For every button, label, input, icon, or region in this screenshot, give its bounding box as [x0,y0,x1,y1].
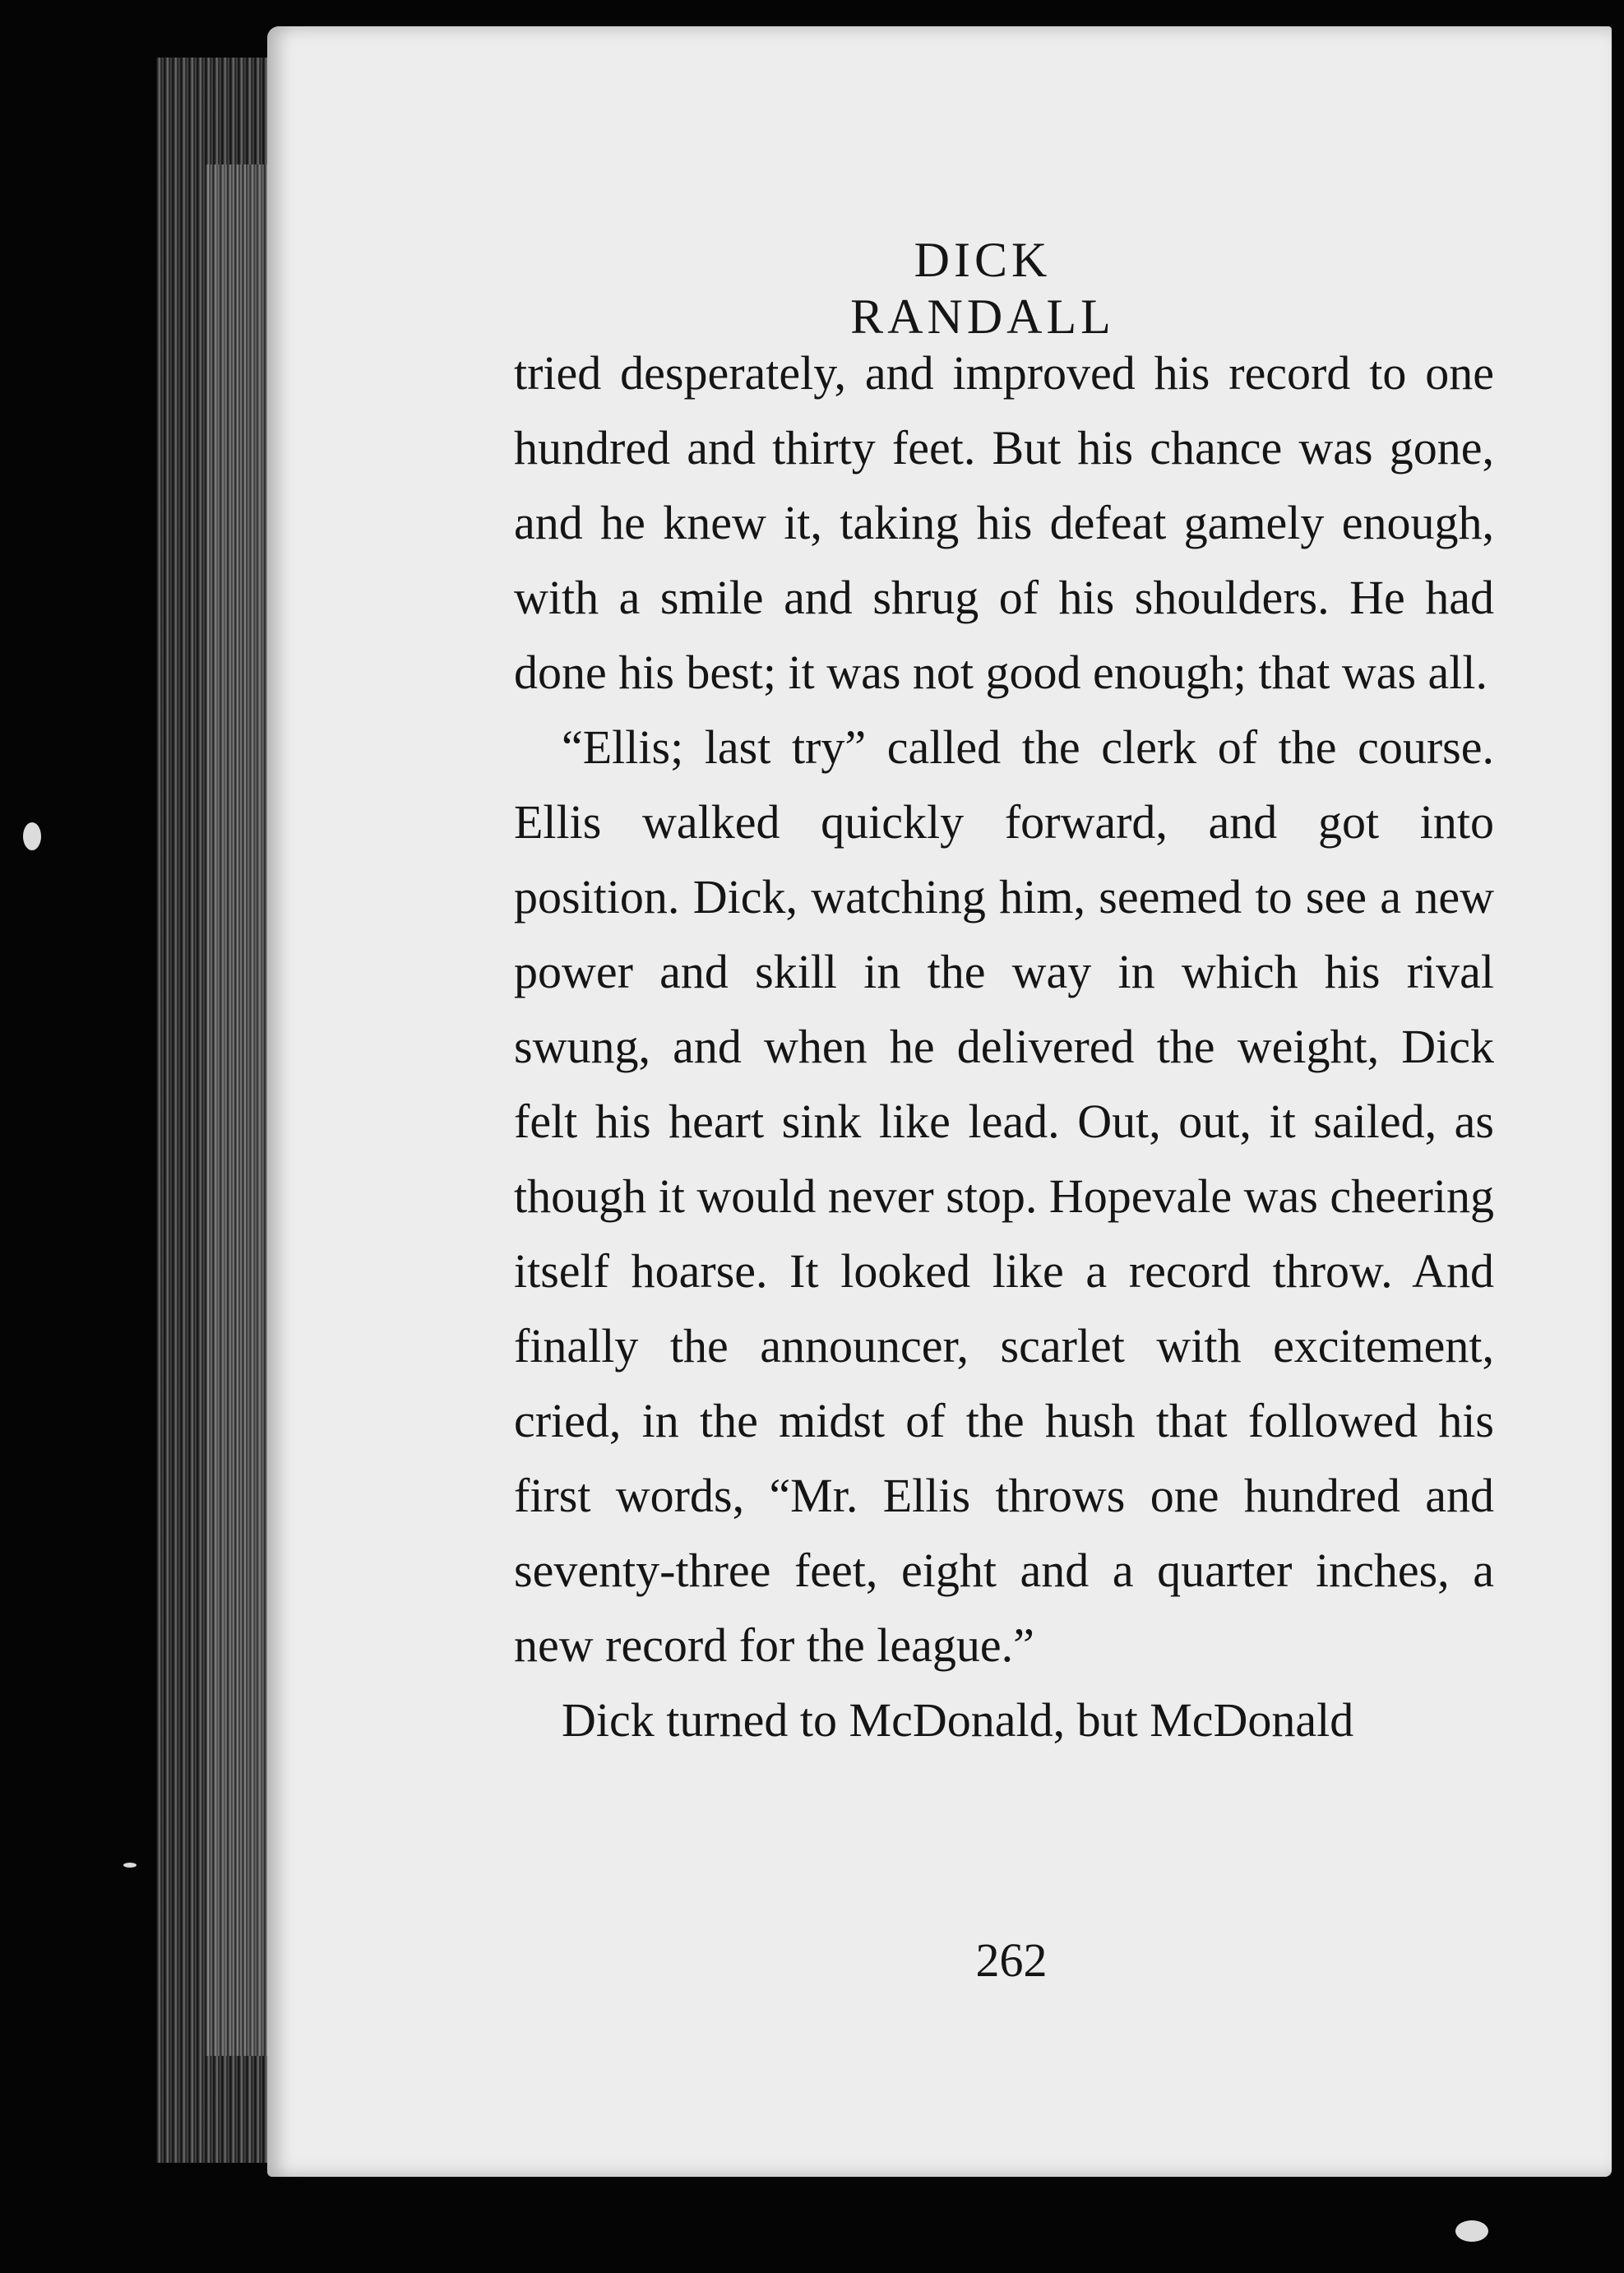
paragraph: “Ellis; last try” called the clerk of the course. Ellis walked quickly forward, and got into position. Dick, watching him, seemed to see a new power and skill in the way in which his rival swung, and when he delivered the weight, Dick felt his heart sink like lead. Out, out, it sailed, as though it would never stop. Hopevale was cheering itself hoarse. It looked like a record throw. And finally the announcer, scarlet with excitement, cried, in the midst of the hush that followed his first words, “Mr. Ellis throws one hundred and seventy-three feet, eight and a quarter inches, a new record for the league.” [514,720,1494,1672]
running-head: DICK RANDALL [850,233,1115,344]
paragraph: tried desperately, and improved his record to one hundred and thirty feet. But his chance was gone, and he knew it, taking his defeat gamely enough, with a smile and shrug of his shoulders. He had done his best; it was not good enough; that was all. [514,346,1494,699]
body-text [514,336,1494,1757]
page-edges-inner [206,164,271,2056]
scan-speck [123,1863,136,1868]
scan-speck [23,822,41,850]
scan-speck [1455,2220,1488,2242]
page-number: 262 [975,1933,1048,1987]
paragraph: Dick turned to McDonald, but McDonald [562,1693,1354,1747]
